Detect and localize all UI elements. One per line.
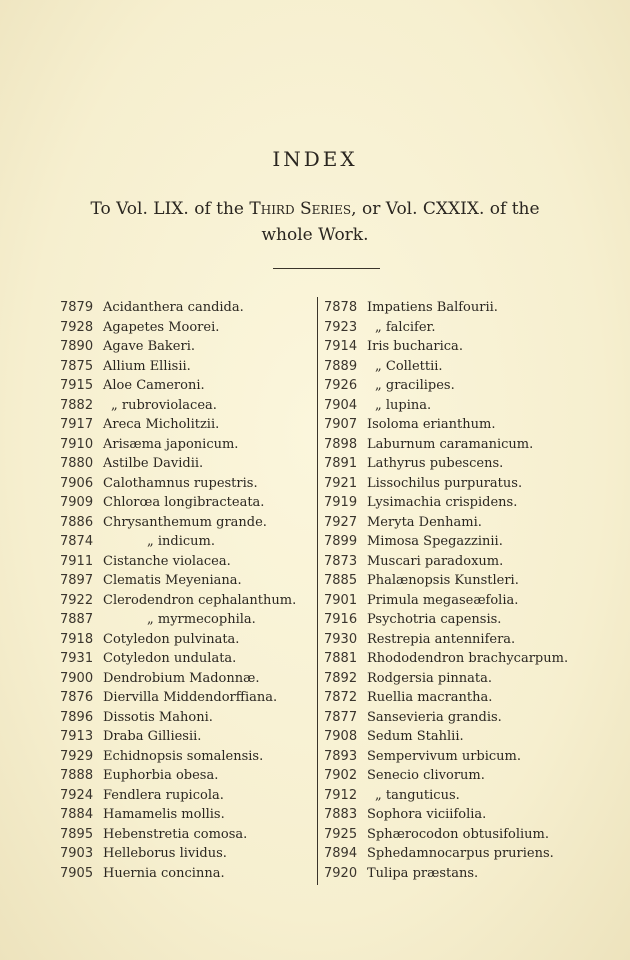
index-left-column bbox=[60, 298, 310, 883]
plant-name: Cotyledon undulata. bbox=[103, 651, 237, 666]
index-entry bbox=[60, 357, 310, 377]
plate-number: 7873 bbox=[324, 553, 358, 569]
plant-name: Sophora viciifolia. bbox=[367, 807, 487, 822]
plate-number: 7924 bbox=[60, 787, 94, 803]
plant-name: Impatiens Balfourii. bbox=[367, 300, 498, 315]
plant-name: „ rubroviolacea. bbox=[111, 397, 217, 413]
plate-number: 7930 bbox=[324, 631, 358, 647]
index-right-column bbox=[324, 298, 580, 883]
plate-number: 7918 bbox=[60, 631, 94, 647]
index-entry bbox=[324, 493, 580, 513]
plate-number: 7931 bbox=[60, 651, 94, 666]
plate-number: 7914 bbox=[324, 339, 358, 354]
plant-name: Sphærocodon obtusifolium. bbox=[367, 826, 549, 842]
plant-name: „ gracilipes. bbox=[375, 378, 455, 393]
plant-name: Cistanche violacea. bbox=[103, 553, 231, 569]
plant-name: Lathyrus pubescens. bbox=[367, 456, 504, 471]
index-entry bbox=[60, 454, 310, 474]
plate-number: 7910 bbox=[60, 436, 94, 452]
plate-number: 7917 bbox=[60, 417, 94, 432]
plant-name: Tulipa præstans. bbox=[367, 865, 479, 881]
index-entry bbox=[324, 688, 580, 708]
index-entry bbox=[324, 415, 580, 435]
plant-name: Sphedamnocarpus pruriens. bbox=[367, 846, 554, 861]
plate-number: 7879 bbox=[60, 300, 94, 315]
index-entry bbox=[60, 376, 310, 396]
index-entry bbox=[324, 708, 580, 728]
plate-number: 7882 bbox=[60, 397, 94, 413]
plant-name: Mimosa Spegazzinii. bbox=[367, 534, 503, 549]
plant-name: Rodgersia pinnata. bbox=[367, 670, 492, 686]
plate-number: 7927 bbox=[324, 514, 358, 530]
index-entry bbox=[60, 630, 310, 650]
plate-number: 7881 bbox=[324, 651, 358, 666]
index-entry bbox=[324, 474, 580, 494]
plant-name: Lissochilus purpuratus. bbox=[367, 475, 523, 491]
plant-name: Lysimachia crispidens. bbox=[367, 495, 518, 510]
index-entry bbox=[60, 649, 310, 669]
plate-number: 7928 bbox=[60, 319, 94, 335]
index-entry bbox=[324, 298, 580, 318]
index-entry bbox=[324, 649, 580, 669]
plant-name: Acidanthera candida. bbox=[103, 300, 244, 315]
plant-name: Hebenstretia comosa. bbox=[103, 826, 248, 842]
plant-name: Sempervivum urbicum. bbox=[367, 748, 522, 764]
plate-number: 7913 bbox=[60, 729, 94, 744]
plant-name: Rhododendron brachycarpum. bbox=[367, 651, 569, 666]
index-entry bbox=[60, 513, 310, 533]
plate-number: 7889 bbox=[324, 358, 358, 374]
plate-number: 7872 bbox=[324, 690, 358, 705]
plate-number: 7901 bbox=[324, 592, 358, 608]
index-entry bbox=[324, 727, 580, 747]
plant-name: Dissotis Mahoni. bbox=[103, 709, 213, 725]
plate-number: 7886 bbox=[60, 514, 94, 530]
index-entry bbox=[60, 396, 310, 416]
plant-name: Dendrobium Madonnæ. bbox=[103, 670, 260, 686]
index-entry bbox=[324, 337, 580, 357]
plate-number: 7929 bbox=[60, 748, 94, 764]
index-entry bbox=[324, 786, 580, 806]
index-entry bbox=[60, 298, 310, 318]
index-entry bbox=[324, 630, 580, 650]
index-entry bbox=[324, 513, 580, 533]
plate-number: 7919 bbox=[324, 495, 358, 510]
plant-name: Agapetes Moorei. bbox=[103, 319, 220, 335]
plant-name: Chlorœa longibracteata. bbox=[103, 495, 265, 510]
plate-number: 7890 bbox=[60, 339, 94, 354]
plant-name: „ tanguticus. bbox=[375, 787, 460, 803]
plant-name: Fendlera rupicola. bbox=[103, 787, 224, 803]
plate-number: 7885 bbox=[324, 573, 358, 588]
plant-name: Laburnum caramanicum. bbox=[367, 436, 534, 452]
plant-name: Astilbe Davidii. bbox=[103, 456, 204, 471]
index-entry bbox=[324, 532, 580, 552]
index-entry bbox=[60, 864, 310, 884]
plate-number: 7877 bbox=[324, 709, 358, 725]
index-entry bbox=[60, 591, 310, 611]
index-entry bbox=[324, 571, 580, 591]
index-entry bbox=[324, 766, 580, 786]
plate-number: 7878 bbox=[324, 300, 358, 315]
plate-number: 7911 bbox=[60, 553, 94, 569]
index-entry bbox=[60, 747, 310, 767]
index-entry bbox=[60, 610, 310, 630]
plate-number: 7916 bbox=[324, 612, 358, 627]
index-entry bbox=[324, 805, 580, 825]
plant-name: Euphorbia obesa. bbox=[103, 768, 219, 783]
index-entry bbox=[324, 825, 580, 845]
index-entry bbox=[324, 591, 580, 611]
index-entry bbox=[60, 552, 310, 572]
index-entry bbox=[324, 864, 580, 884]
plant-name: Arisæma japonicum. bbox=[103, 436, 239, 452]
plant-name: Huernia concinna. bbox=[103, 865, 225, 881]
plant-name: Calothamnus rupestris. bbox=[103, 475, 258, 491]
plate-number: 7903 bbox=[60, 846, 94, 861]
plant-name: Primula megaseæfolia. bbox=[367, 592, 519, 608]
plant-name: Restrepia antennifera. bbox=[367, 631, 516, 647]
plate-number: 7892 bbox=[324, 670, 358, 686]
index-entry bbox=[60, 786, 310, 806]
plate-number: 7876 bbox=[60, 690, 94, 705]
plant-name: Clerodendron cephalanthum. bbox=[103, 592, 297, 608]
plant-name: Psychotria capensis. bbox=[367, 612, 502, 627]
plant-name: „ falcifer. bbox=[375, 319, 436, 335]
plant-name: Senecio clivorum. bbox=[367, 768, 485, 783]
plant-name: Cotyledon pulvinata. bbox=[103, 631, 240, 647]
plate-number: 7888 bbox=[60, 768, 94, 783]
plant-name: Agave Bakeri. bbox=[103, 339, 196, 354]
index-entry bbox=[324, 376, 580, 396]
plate-number: 7883 bbox=[324, 807, 358, 822]
plant-name: „ Collettii. bbox=[375, 358, 443, 374]
index-entry bbox=[60, 727, 310, 747]
plate-number: 7902 bbox=[324, 768, 358, 783]
plate-number: 7896 bbox=[60, 709, 94, 725]
plant-name: Isoloma erianthum. bbox=[367, 417, 496, 432]
index-entry bbox=[60, 825, 310, 845]
plate-number: 7906 bbox=[60, 475, 94, 491]
index-entry bbox=[324, 357, 580, 377]
index-title: INDEX bbox=[272, 147, 358, 171]
title-rule bbox=[273, 268, 380, 269]
plant-name: Phalænopsis Kunstleri. bbox=[367, 573, 519, 588]
plant-name: Sansevieria grandis. bbox=[367, 709, 502, 725]
plant-name: Diervilla Middendorffiana. bbox=[103, 690, 278, 705]
plant-name: Echidnopsis somalensis. bbox=[103, 748, 264, 764]
plant-name: Iris bucharica. bbox=[367, 339, 463, 354]
plate-number: 7897 bbox=[60, 573, 94, 588]
plant-name: Ruellia macrantha. bbox=[367, 690, 493, 705]
plant-name: Muscari paradoxum. bbox=[367, 553, 504, 569]
plate-number: 7905 bbox=[60, 865, 94, 881]
plant-name: Meryta Denhami. bbox=[367, 514, 482, 530]
plate-number: 7915 bbox=[60, 378, 94, 393]
index-entry bbox=[60, 844, 310, 864]
plant-name: Helleborus lividus. bbox=[103, 846, 227, 861]
plate-number: 7898 bbox=[324, 436, 358, 452]
subtitle-series: Third Series bbox=[249, 199, 352, 219]
plate-number: 7875 bbox=[60, 358, 94, 374]
plate-number: 7920 bbox=[324, 865, 358, 881]
plate-number: 7880 bbox=[60, 456, 94, 471]
index-entry bbox=[324, 844, 580, 864]
plate-number: 7884 bbox=[60, 807, 94, 822]
plant-name: Chrysanthemum grande. bbox=[103, 514, 267, 530]
plate-number: 7904 bbox=[324, 397, 358, 413]
index-entry bbox=[60, 708, 310, 728]
plate-number: 7874 bbox=[60, 534, 94, 549]
plate-number: 7908 bbox=[324, 729, 358, 744]
plant-name: Hamamelis mollis. bbox=[103, 807, 225, 822]
plate-number: 7925 bbox=[324, 826, 358, 842]
plant-name: „ lupina. bbox=[375, 397, 432, 413]
plate-number: 7921 bbox=[324, 475, 358, 491]
index-entry bbox=[324, 552, 580, 572]
index-entry bbox=[60, 805, 310, 825]
plant-name: Draba Gilliesii. bbox=[103, 729, 202, 744]
plate-number: 7922 bbox=[60, 592, 94, 608]
subtitle-whole-work: whole Work. bbox=[261, 225, 369, 245]
subtitle-to-vol: To Vol. LIX. of the bbox=[90, 199, 244, 219]
plant-name: Allium Ellisii. bbox=[103, 358, 191, 374]
index-entry bbox=[324, 318, 580, 338]
index-entry bbox=[324, 435, 580, 455]
plant-name: Areca Micholitzii. bbox=[103, 417, 220, 432]
plate-number: 7894 bbox=[324, 846, 358, 861]
plant-name: Aloe Cameroni. bbox=[103, 378, 205, 393]
index-entry bbox=[60, 669, 310, 689]
index-entry bbox=[60, 474, 310, 494]
index-entry bbox=[324, 747, 580, 767]
plate-number: 7887 bbox=[60, 612, 94, 627]
plate-number: 7893 bbox=[324, 748, 358, 764]
column-divider bbox=[317, 297, 318, 885]
subtitle-or-vol: , or Vol. CXXIX. of the bbox=[351, 199, 540, 219]
plant-name: Clematis Meyeniana. bbox=[103, 573, 242, 588]
index-entry bbox=[324, 610, 580, 630]
plate-number: 7907 bbox=[324, 417, 358, 432]
index-entry bbox=[60, 766, 310, 786]
plate-number: 7912 bbox=[324, 787, 358, 803]
index-entry bbox=[324, 669, 580, 689]
index-subtitle bbox=[40, 196, 590, 248]
plate-number: 7899 bbox=[324, 534, 358, 549]
index-entry bbox=[60, 318, 310, 338]
plate-number: 7909 bbox=[60, 495, 94, 510]
index-entry bbox=[60, 571, 310, 591]
plate-number: 7923 bbox=[324, 319, 358, 335]
plate-number: 7891 bbox=[324, 456, 358, 471]
plate-number: 7926 bbox=[324, 378, 358, 393]
plate-number: 7900 bbox=[60, 670, 94, 686]
plant-name: „ myrmecophila. bbox=[147, 612, 256, 627]
plant-name: „ indicum. bbox=[147, 534, 215, 549]
index-entry bbox=[60, 688, 310, 708]
index-entry bbox=[60, 337, 310, 357]
index-entry bbox=[60, 435, 310, 455]
index-entry bbox=[60, 415, 310, 435]
index-entry bbox=[324, 396, 580, 416]
plant-name: Sedum Stahlii. bbox=[367, 729, 464, 744]
index-entry bbox=[60, 493, 310, 513]
plate-number: 7895 bbox=[60, 826, 94, 842]
index-entry bbox=[324, 454, 580, 474]
index-entry bbox=[60, 532, 310, 552]
